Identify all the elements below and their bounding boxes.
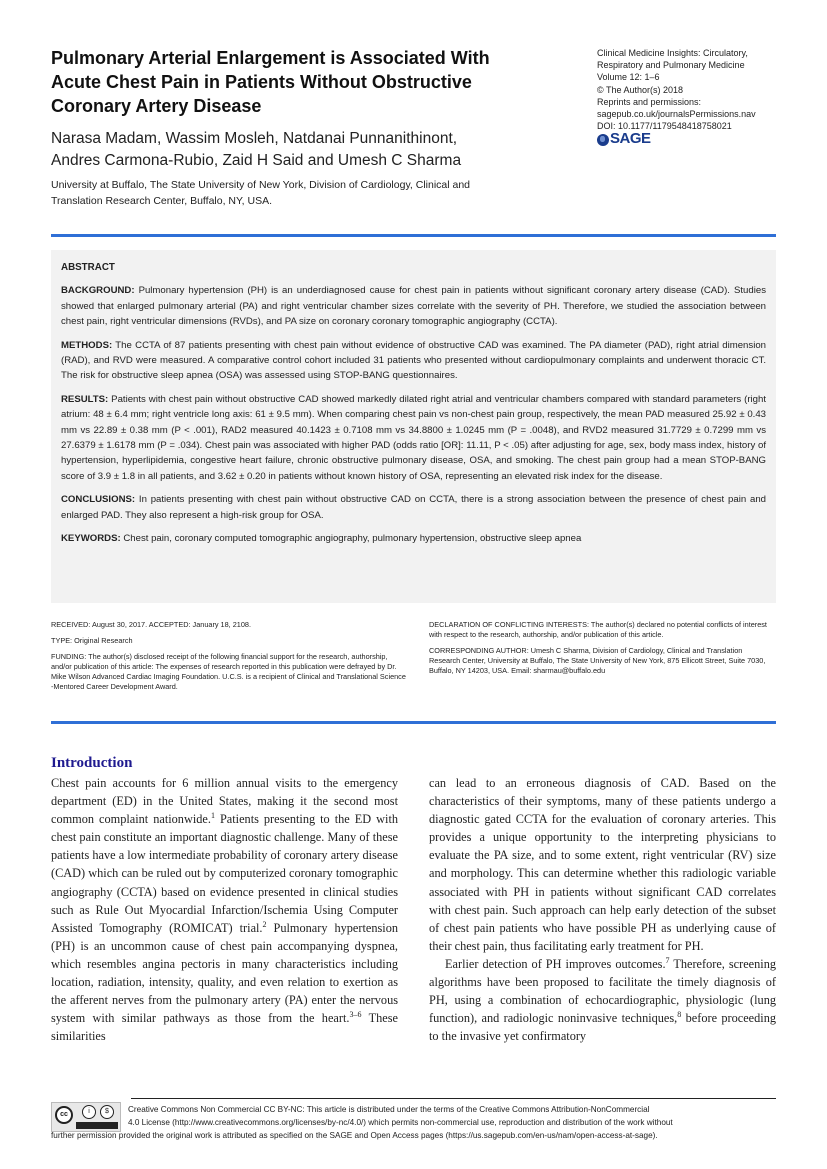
journal-metadata (597, 47, 797, 146)
abstract-methods (61, 338, 766, 384)
license-line: Creative Commons Non Commercial CC BY-NC: This article is distributed under the terms of the Creative Commons Attribution-NonCommercial (128, 1105, 650, 1114)
body-text: These similarities (51, 1011, 398, 1044)
body-text: before proceeding to the invasive yet confirmatory (429, 1011, 777, 1044)
meta-text: Original Research (72, 636, 133, 645)
section-heading-introduction: Introduction (51, 755, 133, 771)
article-title (51, 46, 551, 118)
abstract-text: The CCTA of 87 patients presenting with chest pain without evidence of obstructive CAD was examined. The PA diameter (PAD), right atrial dimension (RAD), and RVD were measured. A comparative control cohort included 31 patients who presented without cardiopulmonary complaints and underwent thoracic CT. The risk for obstructive sleep apnea (OSA) was assessed using STOP-BANG questionnaires. (61, 339, 766, 382)
title-line: Pulmonary Arterial Enlargement is Associated With (51, 48, 490, 68)
abstract-heading: ABSTRACT (61, 262, 115, 273)
meta-label: DECLARATION OF CONFLICTING INTERESTS: (429, 620, 590, 629)
doi-link[interactable]: DOI: 10.1177/1179548418758021 (597, 121, 732, 132)
meta-text: August 30, 2017. ACCEPTED: January 18, 2108. (90, 620, 251, 629)
citation-ref[interactable]: 3–6 (349, 1010, 362, 1020)
affiliation (51, 177, 521, 209)
citation-ref[interactable]: 8 (677, 1010, 682, 1020)
title-line: Acute Chest Pain in Patients Without Obstructive (51, 72, 472, 92)
abstract-box (51, 250, 776, 603)
paragraph (429, 955, 776, 1045)
meta-label: TYPE: (51, 636, 73, 645)
citation-ref[interactable]: 2 (262, 919, 267, 929)
license-line: further permission provided the original work is attributed as specified on the SAGE and Open Access pages (https://us.sagepub.com/en-us/nam/open-access-at-sage). (51, 1131, 658, 1140)
article-meta-right (429, 620, 774, 682)
abstract-label: RESULTS: (61, 393, 109, 405)
body-text: Pulmonary hypertension (PH) is an uncommon cause of chest pain accompanying dyspnea, which resembles angina pectoris in many characteristics including location, radiation, intensity, quality, and even relation to exertion as the afferent nerves from the pulmonary artery (PA) enter the nervous system with similar pathways as those from the heart. (51, 920, 398, 1026)
abstract-label: CONCLUSIONS: (61, 494, 136, 506)
title-line: Coronary Artery Disease (51, 96, 262, 116)
creative-commons-by-nc-icon[interactable] (51, 1102, 121, 1132)
citation-ref[interactable]: 1 (210, 811, 215, 821)
body-column-left (51, 774, 398, 1045)
abstract-text: Pulmonary hypertension (PH) is an underdiagnosed cause for chest pain in patients without significant coronary artery disease (CAD). Studies showed that enlarged pulmonary arterial (PA) and right ventricular chamber sizes correlate with the severity of PH. Therefore, we studied the association between chest pain, right ventricular dimensions (RVDs), and PA size on coronary coronary tomographic angiography (CCTA). (61, 285, 766, 328)
author-list (51, 128, 571, 172)
paragraph: can lead to an erroneous diagnosis of CAD. Based on the characteristics of their symptoms, many of these patients undergo a diagnostic gated CCTA for the evaluation of coronary arteries. This provides a unique opportunity to the interpreting physicians to evaluate the PA size, and to some extent, right ventricular (RV) size and morphology. This can determine whether this radiologic variable associated with PH in patients without significant CAD correlates with chest pain. Such approach can help early detection of the subset of chest pain patients who have possible PH as underlying cause of their chest pain, thus facilitating early treatment for PH. (429, 776, 776, 953)
body-text: Patients presenting to the ED with chest pain constitute an important diagnostic challenge. Many of these patients have a low intermediate probability of coronary artery disease (CAD) which can be ruled out by computerized coronary tomographic angiography (CCTA) based on evidence presented in clinical studies such as Rule Out Myocardial Infarction/Ischemia Using Computer Assisted Tomography (ROMICAT) trial. (51, 812, 399, 935)
badge-strip (76, 1122, 118, 1129)
reprints-label: Reprints and permissions: (597, 96, 702, 107)
attribution-icon: i (82, 1105, 96, 1119)
affiliation-line: University at Buffalo, The State University of New York, Division of Cardiology, Clinical and (51, 179, 471, 191)
publisher-logo (597, 130, 797, 148)
abstract-label: KEYWORDS: (61, 533, 121, 545)
received-accepted (51, 620, 406, 630)
body-column-right (429, 774, 776, 1045)
meta-label: RECEIVED: (51, 620, 91, 629)
meta-divider (51, 721, 776, 724)
meta-label: FUNDING: (51, 652, 87, 661)
journal-name-line: Respiratory and Pulmonary Medicine (597, 60, 745, 71)
article-meta-left (51, 620, 406, 698)
license-link-line[interactable]: 4.0 License (http://www.creativecommons.org/licenses/by-nc/4.0/) which permits non-commercial use, reproduction and distribution of the work without (128, 1118, 673, 1127)
copyright: © The Author(s) 2018 (597, 84, 684, 95)
meta-text: Umesh C Sharma, Division of Cardiology, Clinical and Translation Research Center, University at Buffalo, The State University of New York, 875 Ellicott Street, Suite 7030, Buffalo, NY 14203, USA. Email: sharmau@buffalo.edu (429, 646, 766, 675)
abstract-text: Patients with chest pain without obstructive CAD showed markedly dilated right atrial and ventricular chambers compared with standard parameters (right atrium: 48 ± 6.4 mm; right ventricle long axis: 61 ± 9.5 mm). When comparing chest pain vs non-chest pain group, respectively, the mean PAD measured 25.92 ± 0.43 mm vs 22.89 ± 0.38 mm (P < .001), RAD2 measured 40.1423 ± 0.7108 mm vs 34.8800 ± 1.0245 mm (P = .0048), and RVD2 measured 31.7729 ± 0.7299 mm vs 27.6379 ± 1.6178 mm (P = .034). Chest pain was associated with higher PAD (odds ratio [OR]: 11.11, P < .05) after adjusting for age, sex, body mass index, history of hypertension, hyperlipidemia, congestive heart failure, chronic obstructive pulmonary disease, OSA, and smoking. The chest pain group had a mean STOP-BANG score of 3.9 ± 1.8 in all patients, and 3.62 ± 0.20 in patients without known history of OSA, representing an elevated risk index for the disease. (61, 393, 766, 482)
affiliation-line: Translation Research Center, Buffalo, NY, USA. (51, 195, 273, 207)
volume: Volume 12: 1–6 (597, 72, 660, 83)
body-text: Chest pain accounts for 6 million annual visits to the emergency department (ED) in the United States, making it the second most common complaint nationwide. (51, 776, 398, 827)
sage-globe-icon (597, 134, 609, 146)
abstract-text: In patients presenting with chest pain without obstructive CAD on CCTA, there is a strong association between the presence of chest pain and enlarged PAD. They also represent a high-risk group for OSA. (61, 494, 766, 521)
meta-label: CORRESPONDING AUTHOR: (429, 646, 529, 655)
header-divider (51, 234, 776, 237)
journal-name-line: Clinical Medicine Insights: Circulatory, (597, 48, 748, 58)
citation-ref[interactable]: 7 (665, 955, 670, 965)
permissions-link[interactable]: sagepub.co.uk/journalsPermissions.nav (597, 109, 756, 120)
abstract-background (61, 283, 766, 329)
corresponding-author (429, 646, 774, 676)
noncommercial-icon: $ (100, 1105, 114, 1119)
article-type (51, 636, 406, 646)
body-text: Therefore, screening algorithms have been proposed to facilitate the timely diagnosis of PH, using a combination of echocardiographic, physiologic (lung function), and radiologic noninvasive techniques, (429, 956, 776, 1026)
paragraph (51, 774, 398, 1045)
publisher-name: SAGE (610, 130, 651, 148)
abstract-keywords (61, 531, 766, 546)
funding (51, 652, 406, 692)
footer-rule (131, 1098, 776, 1099)
cc-icon: cc (55, 1106, 73, 1124)
meta-text: The author(s) disclosed receipt of the following financial support for the research, authorship, and/or publication of this article: The expenses of research reported in this publication were defrayed by Dr. Mike Wilson Advanced Cardiac Imaging Foundation. U.C.S. is a recipient of Clinical and Translational Science -Mentored Career Development Award. (51, 652, 406, 691)
abstract-conclusions (61, 492, 766, 523)
meta-text: The author(s) declared no potential conflicts of interest with respect to the research, authorship, and/or publication of this article. (429, 620, 767, 639)
abstract-text: Chest pain, coronary computed tomographic angiography, pulmonary hypertension, obstructive sleep apnea (120, 533, 582, 545)
abstract-results (61, 392, 766, 484)
body-text: Earlier detection of PH improves outcomes. (445, 956, 666, 971)
author-line: Andres Carmona-Rubio, Zaid H Said and Umesh C Sharma (51, 152, 462, 169)
abstract-label: METHODS: (61, 339, 113, 351)
conflict-declaration (429, 620, 774, 640)
author-line: Narasa Madam, Wassim Mosleh, Natdanai Punnanithinont, (51, 130, 458, 147)
abstract-label: BACKGROUND: (61, 285, 135, 297)
